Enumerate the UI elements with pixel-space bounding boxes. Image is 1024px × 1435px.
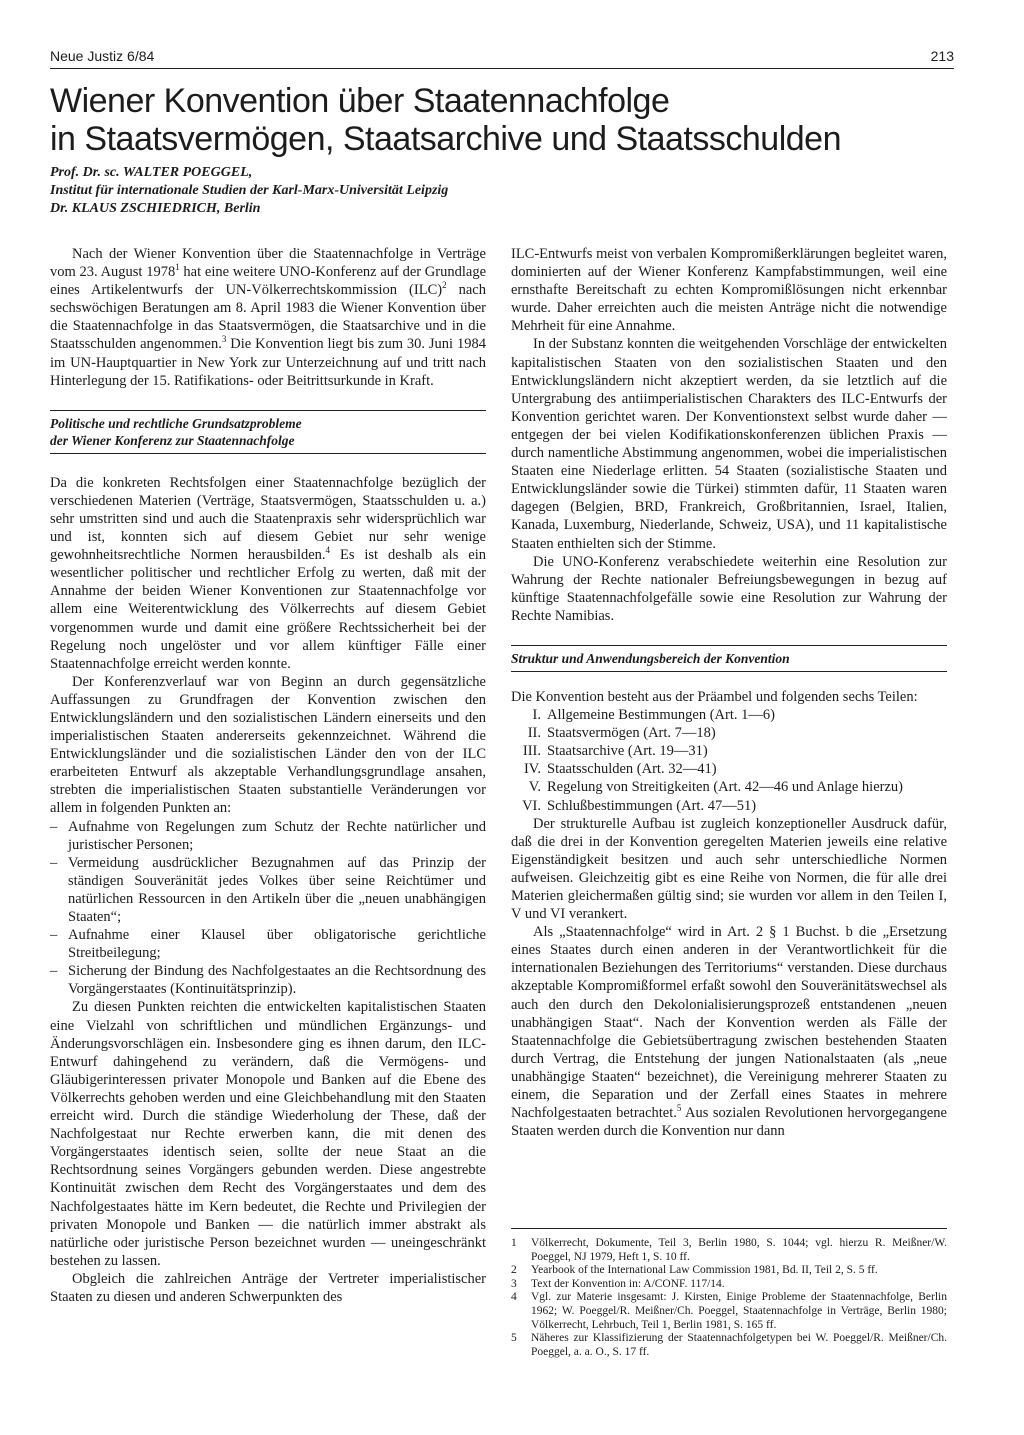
section-heading [511, 645, 947, 672]
part-title: Staatsvermögen (Art. 7—18) [547, 725, 716, 742]
footnote-ref: 3 [221, 334, 227, 345]
part-title: Allgemeine Bestimmungen (Art. 1—6) [547, 707, 775, 724]
text-run: nach sechswöchigen Beratungen am 8. April 1983 die Wiener Konvention über die Staatennachfolge in das Staatsvermögen, die Staatsarchive und in die Staatsschulden angenommen. [50, 282, 486, 353]
paragraph: Zu diesen Punkten reichten die entwickelten kapitalistischen Staaten eine Vielzahl von schriftlichen und mündlichen Ergänzungs- und Änderungsvorschlägen ein. Insbesondere ging es ihnen darum, den ILC-Entwurf dahingehend zu verändern, daß die Vermögens- und Gläubigerinteressen privater Monopole und Banken auf die Ebene des Völkerrechts gehoben werden und eine Gleichbehandlung mit den Staaten erreicht wird. Durch die ständige Wiederholung der These, daß der Nachfolgestaat nur Rechte erwerben kann, die mit denen des Vorgängerstaates identisch seien, sollte der neue Staat an die Rechtsordnung seines Vorgängers gebunden werden. Diese angestrebte Kontinuität zwischen dem Recht des Vorgängerstaates und dem des Nachfolgestaates hätte im Kern bedeutet, die Rechte und Privilegien der privaten Monopole und Banken — die natürlich immer abstrakt als natürliche oder juristische Person bezeichnet wurden — uneingeschränkt bestehen zu lassen. [50, 999, 486, 1269]
page-number: 213 [930, 48, 954, 64]
list-item [511, 706, 947, 724]
text-run: Aus sozialen Revolutionen hervorgegangene Staaten werden durch die Konvention nur dann [511, 1105, 947, 1140]
bullet-list [50, 818, 486, 999]
title-line: Wiener Konvention über Staatennachfolge [50, 82, 670, 120]
text-run: Die Konvention liegt bis zum 30. Juni 1984 im UN-Hauptquartier in New York zur Unterzeichnung auf und tritt nach Hinterlegung der 15. Ratifikations- oder Beitrittsurkunde in Kraft. [50, 336, 487, 389]
footnote-text: Yearbook of the International Law Commission 1981, Bd. II, Teil 2, S. 5 ff. [531, 1264, 878, 1277]
footnote [511, 1291, 947, 1332]
running-head [50, 48, 954, 69]
text-run: Nach der Wiener Konvention über die Staatennachfolge in Verträge vom 23. August 1978 [50, 246, 486, 281]
part-number: V. [528, 779, 541, 796]
list-item: – Sicherung der Bindung des Nachfolgestaates an die Rechtsordnung des Vorgängerstaates (Kontinuitätsprinzip). [50, 962, 486, 998]
footnote-ref: 4 [325, 545, 331, 556]
paragraph: Obgleich die zahlreichen Anträge der Vertreter imperialistischer Staaten zu diesen und anderen Schwerpunkten des [50, 1270, 486, 1305]
footnote-text: Näheres zur Klassifizierung der Staatennachfolgetypen bei W. Poeggel/R. Meißner/Ch. Poeggel, a. a. O., S. 17 ff. [531, 1332, 947, 1358]
part-title: Schlußbestimmungen (Art. 47—51) [547, 797, 757, 814]
list-item [511, 724, 947, 742]
section-heading [50, 410, 486, 454]
footnote-ref: 2 [442, 280, 447, 291]
intro-paragraph [50, 245, 486, 390]
footnote [511, 1237, 947, 1264]
footnote-text: Text der Konvention in: A/CONF. 117/14. [531, 1277, 725, 1290]
paragraph: Der Konferenzverlauf war von Beginn an durch gegensätzliche Auffassungen zu Grundfragen der Konvention zwischen den Entwicklungsländern und den sozialistischen Ländern einerseits und den imperialistischen Staaten andererseits gekennzeichnet. Während die Entwicklungsländer und die sozialistischen Länder den von der ILC erarbeiteten Entwurf als akzeptable Verhandlungsgrundlage ansahen, strebten die imperialistischen Staaten substantielle Veränderungen vor allem in folgenden Punkten an: [50, 673, 486, 817]
part-number: III. [522, 743, 541, 760]
part-title: Regelung von Streitigkeiten (Art. 42—46 und Anlage hierzu) [547, 779, 903, 796]
paragraph: Die Konvention besteht aus der Präambel und folgenden sechs Teilen: [511, 688, 918, 705]
footnote-number: 2 [511, 1264, 517, 1277]
list-item: – Vermeidung ausdrücklicher Bezugnahmen auf das Prinzip der ständigen Souveränität jedes Volkes über seine Reichtümer und natürlichen Ressourcen in den Artikeln über die „neuen unabhängigen Staaten“; [50, 854, 486, 926]
text-run: Es ist deshalb als ein wesentlicher politischer und rechtlicher Erfolg zu werten, daß mit der Annahme der beiden Wiener Konventionen zur Staatennachfolge vor allem eine Weiterentwicklung des Völkerrechts auf diesem Gebiet vorgenommen wurde und damit eine größere Rechtssicherheit bei der Regelung noch ungelöster und vor allem künftiger Fälle einer Staatennachfolge erreicht werden konnte. [50, 547, 486, 672]
footnote-ref: 5 [676, 1103, 682, 1114]
section-heading-line: Struktur und Anwendungsbereich der Konvention [511, 650, 790, 666]
list-item [511, 742, 947, 760]
list-item: – Aufnahme von Regelungen zum Schutz der Rechte natürlicher und juristischer Personen; [50, 818, 486, 854]
footnote [511, 1278, 947, 1292]
footnote-text: Völkerrecht, Dokumente, Teil 3, Berlin 1980, S. 1044; vgl. hierzu R. Meißner/W. Poeggel, NJ 1979, Heft 1, S. 10 ff. [531, 1237, 947, 1263]
parts-list [511, 706, 947, 815]
text-run: Da die konkreten Rechtsfolgen einer Staatennachfolge bezüglich der verschiedenen Materien (Verträge, Staatsvermögen, Staatsschulden u. a.) sehr umstritten sind und auch die Staatenpraxis sehr widersprüchlich war und ist, konnten sich auf diesem Gebiet nur sehr wenige gewohnheitsrechtliche Normen herausbilden. [50, 474, 486, 564]
paragraph: Der strukturelle Aufbau ist zugleich konzeptioneller Ausdruck dafür, daß die drei in der Konvention geregelten Materien jeweils eine relative Eigenständigkeit besitzen und auch sehr unterschiedliche Normen aufweisen. Gleichzeitig gibt es eine Reihe von Normen, die für alle drei Materien gleichermaßen gültig sind; sie wurden vor allem in den Teilen I, V und VI verankert. [511, 815, 947, 923]
paragraph [511, 923, 947, 1140]
paragraph: Die UNO-Konferenz verabschiedete weiterhin eine Resolution zur Wahrung der Rechte nationaler Befreiungsbewegungen in bezug auf künftige Staatennachfolgefälle sowie eine Resolution zur Wahrung der Rechte Namibias. [511, 553, 947, 624]
text-run: hat eine weitere UNO-Konferenz auf der Grundlage eines Artikelentwurfs der UN-Völkerrechtskommission (ILC) [50, 264, 487, 299]
paragraph: In der Substanz konnten die weitgehenden Vorschläge der entwickelten kapitalistischen Staaten von den sozialistischen Staaten und den Entwicklungsländern nicht akzeptiert werden, da sie letztlich auf die Untergrabung des antiimperialistischen Charakters des ILC-Entwurfs der Konvention gerichtet waren. Der Konventionstext selbst wurde daher — entgegen der bei vielen Kodifikationskonferenzen üblichen Praxis — durch namentliche Abstimmung angenommen, wobei die imperialistischen Staaten eine Niederlage erlitten. 54 Staaten (sozialistische Staaten und Entwicklungsländer sowie die Türkei) stimmten dafür, 11 Staaten waren dagegen (Belgien, BRD, Frankreich, Großbritannien, Israel, Italien, Kanada, Luxemburg, Niederlande, Schweiz, USA), und 11 kapitalistische Staaten enthielten sich der Stimme. [511, 336, 947, 552]
footnote-number: 5 [511, 1332, 517, 1345]
left-column [50, 245, 486, 1306]
text-run: Als „Staatennachfolge“ wird in Art. 2 § 1 Buchst. b die „Ersetzung eines Staates durch einen anderen in der Verantwortlichkeit für die internationalen Beziehungen des Territoriums“ verstanden. Diese durchaus akzeptable Kompromißformel erfaßt sowohl den Souveränitätswechsel als auch den durch den Dekolonialisierungsprozeß entstandenen „neuen unabhängigen Staat“. Nach der Konvention werden als Fälle der Staatennachfolge die Gebietsübertragung zwischen bestehenden Staaten durch Vertrag, die Entstehung der jungen Nationalstaaten (als „neue unabhängige Staaten“ bezeichnet), die Vereinigung mehrerer Staaten zu einem, die Separation und der Zerfall eines Staates in mehrere Nachfolgestaaten betrachtet. [511, 924, 947, 1122]
title-line: in Staatsvermögen, Staatsarchive und Staatsschulden [50, 120, 841, 158]
footnote-number: 1 [511, 1237, 517, 1249]
footnote [511, 1332, 947, 1359]
part-title: Staatsschulden (Art. 32—41) [547, 761, 717, 778]
article-title [50, 82, 950, 158]
author-line: Dr. KLAUS ZSCHIEDRICH, Berlin [50, 201, 261, 216]
part-number: VI. [522, 797, 541, 814]
author-line: Institut für internationale Studien der Karl-Marx-Universität Leipzig [50, 183, 449, 198]
paragraph: ILC-Entwurfs meist von verbalen Kompromißerklärungen begleitet waren, dominierten auf der Wiener Konferenz Kampfabstimmungen, weil eine ernsthafte Bereitschaft zu echten Kompromißlösungen nicht erkennbar wurde. Daher erreichten auch die meisten Anträge nicht die notwendige Mehrheit für eine Annahme. [511, 246, 947, 335]
footnote-ref: 1 [175, 262, 180, 273]
authors [50, 164, 950, 218]
part-number: IV. [523, 761, 541, 778]
right-column [511, 245, 947, 1140]
paragraph [50, 474, 486, 673]
list-item [511, 797, 947, 815]
footnotes [511, 1228, 947, 1359]
section-heading-line: der Wiener Konferenz zur Staatennachfolge [50, 432, 295, 448]
footnote-text: Vgl. zur Materie insgesamt: J. Kirsten, Einige Probleme der Staatennachfolge, Berlin 1962; W. Poeggel/R. Meißner/Ch. Poeggel, Staatennachfolge in Verträge, Berlin 1980; Völkerrecht, Lehrbuch, Teil 1, Berlin 1981, S. 165 ff. [531, 1291, 947, 1331]
footnote-number: 4 [511, 1291, 517, 1304]
section-heading-line: Politische und rechtliche Grundsatzprobleme [50, 415, 302, 431]
part-number: I. [532, 707, 541, 724]
list-item: – Aufnahme einer Klausel über obligatorische gerichtliche Streitbeilegung; [50, 926, 486, 962]
footnote [511, 1264, 947, 1278]
footnote-number: 3 [511, 1277, 517, 1290]
author-line: Prof. Dr. sc. WALTER POEGGEL, [50, 165, 253, 180]
list-item [511, 778, 947, 796]
part-number: II. [527, 725, 541, 742]
list-item [511, 760, 947, 778]
part-title: Staatsarchive (Art. 19—31) [547, 743, 708, 760]
journal-issue: Neue Justiz 6/84 [50, 48, 155, 64]
